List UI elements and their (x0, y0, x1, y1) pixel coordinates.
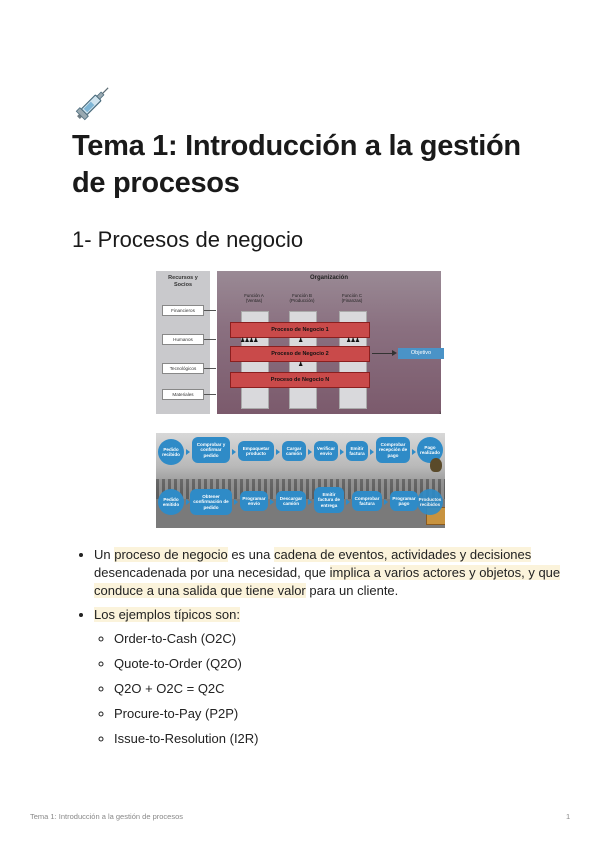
page-title: Tema 1: Introducción a la gestión de procesos (72, 130, 521, 199)
arrow-right-icon (346, 499, 350, 505)
process-step: Pedido recibido (158, 439, 184, 465)
list-item (94, 606, 564, 748)
list-item (94, 546, 564, 600)
resources-column (156, 271, 210, 414)
footnote-number: 1 (439, 410, 442, 415)
process-step: Empaquetar producto (238, 441, 274, 461)
order-to-cash-diagram (156, 433, 445, 528)
arrow-right-icon (308, 449, 312, 455)
function-label: Función C (Finanzas) (341, 293, 363, 303)
objective-box: Objetivo (398, 348, 444, 359)
process-step: Programar envío (240, 491, 268, 511)
bullet-list (78, 546, 564, 755)
highlighted-text: cadena de eventos, actividades y decisiones (273, 547, 532, 562)
text-segment: para un cliente. (305, 583, 399, 598)
arrow-right-icon (384, 499, 388, 505)
arrow-right-icon (308, 499, 312, 505)
arrow-right-icon (270, 499, 274, 505)
resources-header: Recursos y Socios (168, 275, 198, 288)
sub-list (94, 630, 564, 748)
arrow-right-icon (234, 499, 238, 505)
resource-arrow (204, 339, 216, 340)
objective-arrow (372, 353, 394, 354)
highlighted-text: proceso de negocio (114, 547, 228, 562)
footer-title: Tema 1: Introducción a la gestión de procesos (30, 812, 184, 821)
arrow-right-icon (412, 449, 416, 455)
process-step: Verificar envío (314, 441, 338, 461)
arrow-right-icon (232, 449, 236, 455)
process-step: Comprobar recepción de pago (376, 437, 410, 463)
people-icon: ♟♟♟♟ (240, 338, 258, 344)
sub-list-item: ◦ Issue-to-Resolution (I2R) (114, 730, 564, 748)
sub-list-item: ◦ Order-to-Cash (O2C) (114, 630, 564, 648)
process-bar: Proceso de Negocio N (230, 372, 370, 388)
arrow-right-icon (370, 449, 374, 455)
arrow-right-icon (276, 449, 280, 455)
function-label: Función A (Ventas) (244, 293, 264, 303)
organization-diagram (156, 271, 444, 419)
process-step: Cargar camión (282, 441, 306, 461)
arrow-right-icon (186, 449, 190, 455)
people-icon: ♟♟♟ (346, 338, 360, 344)
arrow-head-icon (392, 350, 397, 356)
resource-arrow (204, 368, 216, 369)
resource-box: Humanos (162, 334, 204, 345)
resource-box: Financieros (162, 305, 204, 316)
process-bar: Proceso de Negocio 1 (230, 322, 370, 338)
text-segment: es una (227, 547, 274, 562)
resource-arrow (204, 394, 216, 395)
process-bar: Proceso de Negocio 2 (230, 346, 370, 362)
function-label: Función B (Producción) (289, 293, 315, 303)
sub-list-item: ◦ Procure-to-Pay (P2P) (114, 705, 564, 723)
process-step: Emitir factura de entrega (314, 487, 344, 513)
resource-box: Materiales (162, 389, 204, 400)
page-number: 1 (566, 812, 571, 821)
process-step: Productos recibidos (417, 489, 443, 515)
process-step: Pedido emitido (158, 489, 184, 515)
process-step: Programar pago (390, 491, 418, 511)
process-step: Obtener confirmación de pedido (190, 489, 232, 515)
process-step: Pago realizado (417, 437, 443, 463)
arrow-right-icon (340, 449, 344, 455)
sub-list-item: ◦ Quote-to-Order (Q2O) (114, 655, 564, 673)
syringe-icon (72, 80, 116, 124)
process-step: Emitir factura (346, 441, 368, 461)
money-bag-icon (430, 458, 442, 472)
organization-header: Organización (309, 275, 348, 281)
resource-box: Tecnológicos (162, 363, 204, 374)
highlighted-text: implica a varios actores y objetos, y que conduce a una salida que tiene valor (94, 565, 561, 598)
people-icon: ♟ (298, 362, 303, 368)
people-icon: ♟ (298, 338, 303, 344)
sub-list-item: ◦ Q2O + O2C = Q2C (114, 680, 564, 698)
text-segment: desencadenada por una necesidad, que (94, 565, 330, 580)
section-heading: 1- Procesos de negocio (72, 227, 304, 252)
process-step: Descargar camión (276, 491, 306, 511)
process-step: Comprobar y confirmar pedido (192, 437, 230, 463)
resource-arrow (204, 310, 216, 311)
text-segment: Un (94, 547, 115, 562)
process-step: Comprobar factura (352, 491, 382, 511)
highlighted-text: Los ejemplos típicos son: (94, 607, 240, 622)
